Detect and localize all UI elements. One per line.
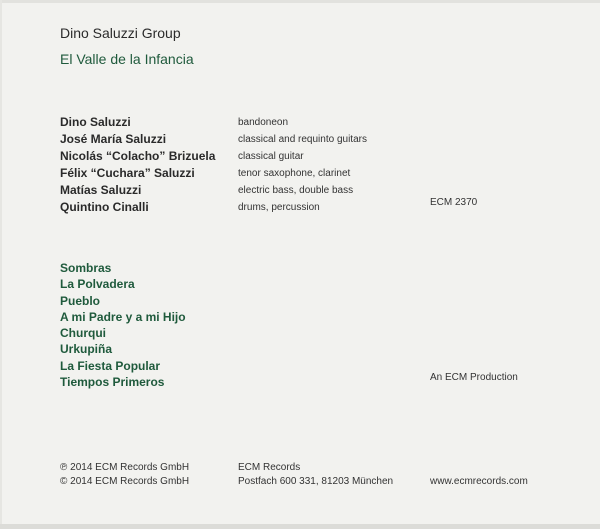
copyright-line: © 2014 ECM Records GmbH	[60, 476, 190, 487]
musician-name: Nicolás “Colacho” Brizuela	[60, 149, 216, 163]
cover-edge-left	[0, 0, 2, 529]
musician-name: Matías Saluzzi	[60, 183, 142, 197]
musician-name: Quintino Cinalli	[60, 200, 149, 214]
musician-instrument: classical guitar	[238, 151, 304, 162]
track-title: Sombras	[60, 261, 112, 275]
musician-instrument: bandoneon	[238, 117, 289, 128]
track-title: La Polvadera	[60, 277, 135, 292]
label-address: Postfach 600 331, 81203 München	[238, 476, 394, 487]
phonogram-line: ℗ 2014 ECM Records GmbH	[60, 462, 190, 473]
copyright-block	[60, 461, 189, 489]
track-title: Tiempos Primeros	[60, 375, 165, 390]
musician-instrument: electric bass, double bass	[238, 185, 354, 196]
track-title: Pueblo	[60, 293, 101, 308]
musician-name: Félix “Cuchara” Saluzzi	[60, 166, 195, 180]
track-title: Churqui	[60, 326, 106, 341]
artist-name: Dino Saluzzi Group	[60, 25, 181, 41]
musician-name: José María Saluzzi	[60, 132, 167, 146]
musician-instrument: tenor saxophone, clarinet	[238, 168, 351, 179]
musician-instrument: drums, percussion	[238, 202, 320, 213]
track-title: Urkupiña	[60, 342, 113, 357]
musician-name: Dino Saluzzi	[60, 115, 131, 129]
track-list	[60, 260, 186, 390]
musician-instrument: classical and requinto guitars	[238, 134, 367, 145]
label-name: ECM Records	[238, 462, 301, 473]
header	[60, 24, 194, 68]
website-spacer	[430, 461, 528, 475]
cover-edge-top	[0, 0, 600, 3]
cover-edge-bottom	[0, 524, 600, 529]
track-title: La Fiesta Popular	[60, 358, 161, 373]
catalog-number: ECM 2370	[430, 197, 478, 208]
track-title: A mi Padre y a mi Hijo	[60, 309, 186, 324]
website-link[interactable]: www.ecmrecords.com	[430, 476, 528, 487]
website-block	[430, 461, 528, 489]
album-title: El Valle de la Infancia	[60, 51, 194, 67]
production-credit: An ECM Production	[430, 372, 518, 383]
label-address-block	[238, 461, 393, 489]
